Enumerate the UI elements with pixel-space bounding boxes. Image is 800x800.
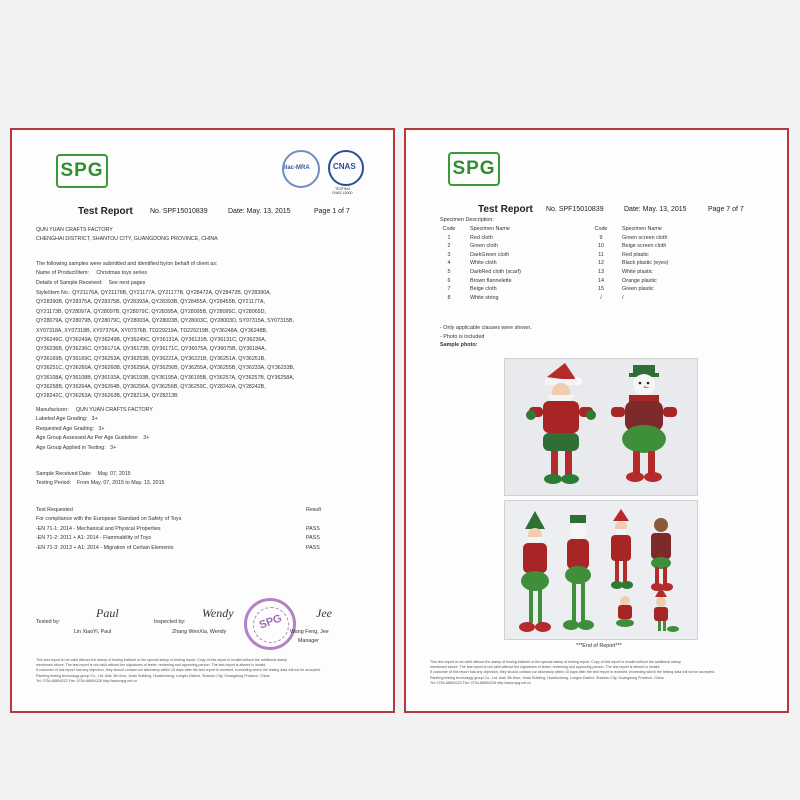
result-pass: PASS — [306, 544, 320, 551]
legal-footer: This test report is not valid without the stamp of testing institute or the special stamp of testing report. Copy of this report is invalid without the additional stamp mentioned above. The test report is not valid without the signatures of tester, reviewing and approving person. The test report is altered is invalid. If customer of this report has any objection, they should contact our laboratory within 15 days after the test report is received, exceeding which the testing data will not be accepted. Panfeng testing technology group Co., Ltd. Add: 5th floor, Jinxin Building, Huaxincheng, Longhu District, Shantou City, Guangdong Province, China Tel: 0754-88894222 Fax: 0754-88894228 http://www.spg.net.cn — [36, 658, 321, 683]
sample-photo-bottom — [504, 500, 698, 640]
age-row: Age Group Assessed As Per Age Guideline: 3+ — [36, 435, 150, 442]
tested-by-label: Tested by: — [36, 619, 61, 625]
client-name: QUN YUAN CRAFTS FACTORY — [36, 227, 113, 233]
details-row: Details of Sample Received: See next pages — [36, 279, 146, 286]
notes: - Only applicable clauses were shown. - Photo is included Sample photo: — [440, 325, 532, 349]
page-number: Page 7 of 7 — [708, 206, 744, 213]
test-report-page-1 — [10, 128, 395, 713]
specimen-description-label: Specimen Description: — [440, 217, 494, 223]
spg-logo: SPG — [448, 152, 500, 186]
age-row: Age Group Applied in Testing: 3+ — [36, 444, 117, 451]
approved-signature: Jee — [316, 606, 332, 620]
cnas-logo: CNAS TESTING CNAS L5000 — [326, 150, 368, 196]
manufacturer-age-block — [36, 406, 153, 453]
inspected-by-signature: Wendy — [202, 606, 234, 620]
report-date: Date: May. 13, 2015 — [624, 206, 687, 213]
result-pass: PASS — [306, 525, 320, 532]
report-date: Date: May. 13, 2015 — [228, 208, 291, 215]
sample-photo-label: Sample photo: — [440, 342, 478, 349]
tests-block — [36, 506, 181, 553]
spg-logo: SPG — [56, 154, 108, 188]
compliance-text: For compliance with the European Standard on Safety of Toys — [36, 516, 182, 523]
result-pass: PASS — [306, 535, 320, 542]
result-header: Result — [306, 507, 322, 513]
client-address: CHENGHAI DISTRICT, SHANTOU CITY, GUANGDONG PROVINCE, CHINA — [36, 236, 218, 243]
report-number: No. SPF15010839 — [150, 208, 208, 215]
test-row: -EN 71-2: 2011 + A1: 2014 - Flammability of Toys — [36, 535, 152, 542]
report-number: No. SPF15010839 — [546, 206, 604, 213]
sample-photo-top — [504, 358, 698, 496]
client-block — [36, 226, 218, 245]
manufacturer-row: Manufacturer: QUN YUAN CRAFTS FACTORY — [36, 407, 153, 413]
specimen-code-column-right: Code 9 10 11 12 13 14 15 / — [594, 226, 608, 301]
age-row: Requested Age Grading: 3+ — [36, 425, 105, 432]
test-row: -EN 71-1: 2014 - Mechanical and Physical Properties — [36, 525, 161, 532]
page-number: Page 1 of 7 — [314, 208, 350, 215]
end-of-report: ***End of Report*** — [576, 643, 622, 649]
approved-name: Wang Feng, Jee — [290, 629, 329, 635]
age-row: Labeled Age Grading: 3+ — [36, 416, 98, 423]
report-title: Test Report — [478, 204, 533, 215]
ilac-mra-logo: ilac-MRA — [282, 150, 322, 190]
product-row: Name of Product/Item: Christmas toys series — [36, 270, 147, 277]
report-title: Test Report — [78, 206, 133, 217]
inspected-by-name: Zhang WenXia, Wendy — [172, 629, 227, 635]
inspected-by-label: Inspected by: — [154, 619, 186, 625]
received-row: Sample Received Date: May. 07, 2015 — [36, 471, 131, 477]
christmas-dolls-group-photo — [505, 501, 698, 640]
specimen-name-column-right: Specimen Name Green screen cloth Beige screen cloth Red plastic Black plastic (eyes) White plastic Orange plastic Green plastic / — [622, 226, 669, 301]
intro-text: The following samples were submitted and identified by/on behalf of client as: — [36, 261, 218, 267]
santa-snowman-photo — [505, 359, 698, 496]
specimen-name-column-left: Specimen Name Red cloth Green cloth DarkGreen cloth White cloth DarkRed cloth (scarf) Brown flannelette Beige cloth White string — [470, 226, 521, 301]
specimen-code-column-left: Code 1 2 3 4 5 6 7 8 — [442, 226, 456, 301]
tested-by-signature: Paul — [96, 606, 119, 620]
test-report-page-7 — [404, 128, 789, 713]
results-column — [306, 506, 321, 553]
tested-by-name: Lin XiaoYi, Paul — [74, 629, 112, 635]
legal-footer: This test report is not valid without the stamp of testing institute or the special stamp of testing report. Copy of this report is invalid without the additional stamp mentioned above. The test report is not valid without the signatures of tester, reviewing and approving person. The test report is altered is invalid. If customer of this report has any objection, they should contact our laboratory within 15 days after the test report is received, exceeding which the testing data will not be accepted. Panfeng testing technology group Co., Ltd. Add: 5th floor, Jinxin Building, Huaxincheng, Longhu District, Shantou City, Guangdong Province, China Tel: 0754-88894222 Fax: 0754-88894228 http://www.spg.net.cn — [430, 660, 715, 685]
company-seal-icon: SPG — [244, 598, 296, 650]
test-requested-header: Test Requested — [36, 507, 73, 513]
test-row: -EN 71-3: 2013 + A1: 2014 - Migration of Certain Elements — [36, 544, 174, 551]
sample-info — [36, 260, 217, 288]
dates-block — [36, 470, 164, 489]
approved-title: Manager — [298, 638, 319, 644]
period-row: Testing Period: From May. 07, 2015 to May. 13, 2015 — [36, 480, 165, 487]
style-item-list: Style/Item No.: QY21176A, QY21176B, QY21177A, QY21177B, QY28472A, QY28472B, QY28390A, QY28390B, QY28375A, QY28375B, QY28393A, QY28393B, QY28455A, QY28455B, QY21177A, QY21173B, QY28097A, QY28097B, QY28079C, QY28395A, QY28095B, QY28095C, QY28065D, QY28079A, QY28079B, QY28079C, QY28003A, QY28003B, QY28003C, QY28003D, SY07315A, SY07315B, XY07318A, XY07318B, XY07376A, XY07376B, TD229219A, TD229219B, QY36248A, QY36248B, QY36249C, QY36249A, QY36249B, QY36249C, QY36131A, QY36131B, QY36131C, QY36236A, QY36236B, QY36236C, QY36171A, QY36173B, QY36171C, QY36075A, QY36075B, QY36184A, QY36169B, QY36169C, QY36253A, QY36253B, QY36221A, QY36221B, QY36251A, QY36251B, QY36251C, QY36260A, QY36260B, QY36256A, QY36256B, QY36255A, QY36255B, QY36233A, QY36233B, QY36108A, QY36108B, QY36193A, QY36193B, QY36195A, QY36195B, QY36257A, QY36257B, QY36258A, QY36258B, QY36264A, QY36264B, QY36256A, QY36256B, QY36259C, QY28242A, QY28242B, QY28242C, QY36263A, QY36263B, QY28213A, QY28213B — [36, 290, 295, 400]
